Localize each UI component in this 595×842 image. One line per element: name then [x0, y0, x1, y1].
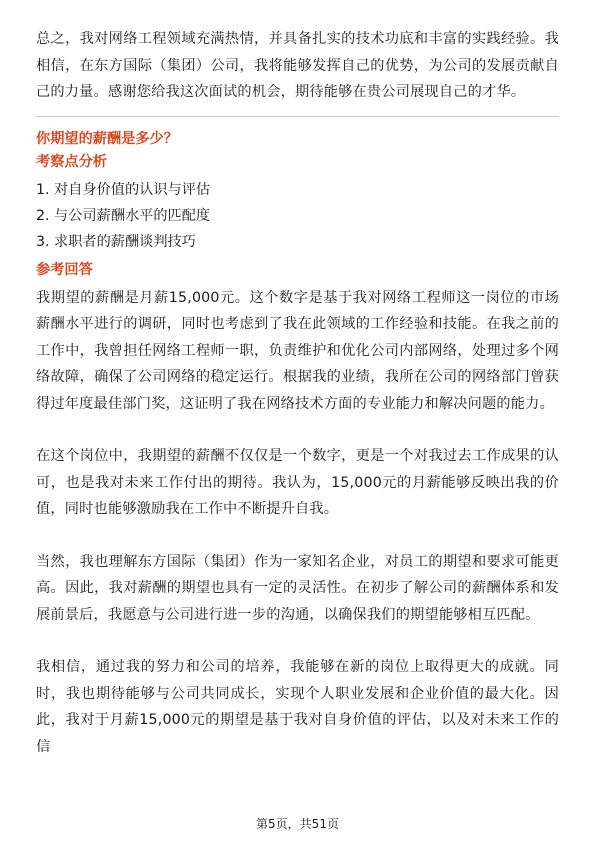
analysis-point: 3. 求职者的薪酬谈判技巧 [36, 233, 196, 250]
answer-title: 参考回答 [36, 261, 93, 278]
analysis-points [36, 177, 559, 255]
answer-body [36, 285, 559, 761]
answer-paragraph: 我相信，通过我的努力和公司的培养，我能够在新的岗位上取得更大的成就。同时，我也期待能够与公司共同成长，实现个人职业发展和企业价值的最大化。因此，我对于月薪15,000元的期望是基于我对自身价值的评估，以及对未来工作的信 [36, 659, 559, 755]
page-number-footer: 第5页，共51页 [256, 817, 339, 831]
analysis-point: 2. 与公司薪酬水平的匹配度 [36, 207, 211, 224]
answer-paragraph: 在这个岗位中，我期望的薪酬不仅仅是一个数字，更是一个对我过去工作成果的认可，也是我对未来工作付出的期待。我认为，15,000元的月薪能够反映出我的价值，同时也能够激励我在工作中不断提升自我。 [36, 448, 559, 517]
question-heading: 你期望的薪酬是多少？ [36, 130, 178, 147]
answer-paragraph: 我期望的薪酬是月薪15,000元。这个数字是基于我对网络工程师这一岗位的市场薪酬水平进行的调研，同时也考虑到了我在此领域的工作经验和技能。在我之前的工作中，我曾担任网络工程师一职，负责维护和优化公司内部网络，处理过多个网络故障，确保了公司网络的稳定运行。根据我的业绩，我所在公司的网络部门曾获得过年度最佳部门奖，这证明了我在网络技术方面的专业能力和解决问题的能力。 [36, 289, 559, 412]
answer-paragraph: 当然，我也理解东方国际（集团）作为一家知名企业，对员工的期望和要求可能更高。因此，我对薪酬的期望也具有一定的灵活性。在初步了解公司的薪酬体系和发展前景后，我愿意与公司进行进一步的沟通，以确保我们的期望能够相互匹配。 [36, 553, 559, 623]
analysis-title: 考察点分析 [36, 153, 107, 170]
section-divider [36, 116, 559, 117]
intro-paragraph: 总之，我对网络工程领域充满热情，并具备扎实的技术功底和丰富的实践经验。我相信，在东方国际（集团）公司，我将能够发挥自己的优势，为公司的发展贡献自己的力量。感谢您给我这次面试的机会，期待能够在贵公司展现自己的才华。 [36, 31, 559, 100]
document-page [36, 26, 559, 760]
analysis-point: 1. 对自身价值的认识与评估 [36, 181, 211, 198]
